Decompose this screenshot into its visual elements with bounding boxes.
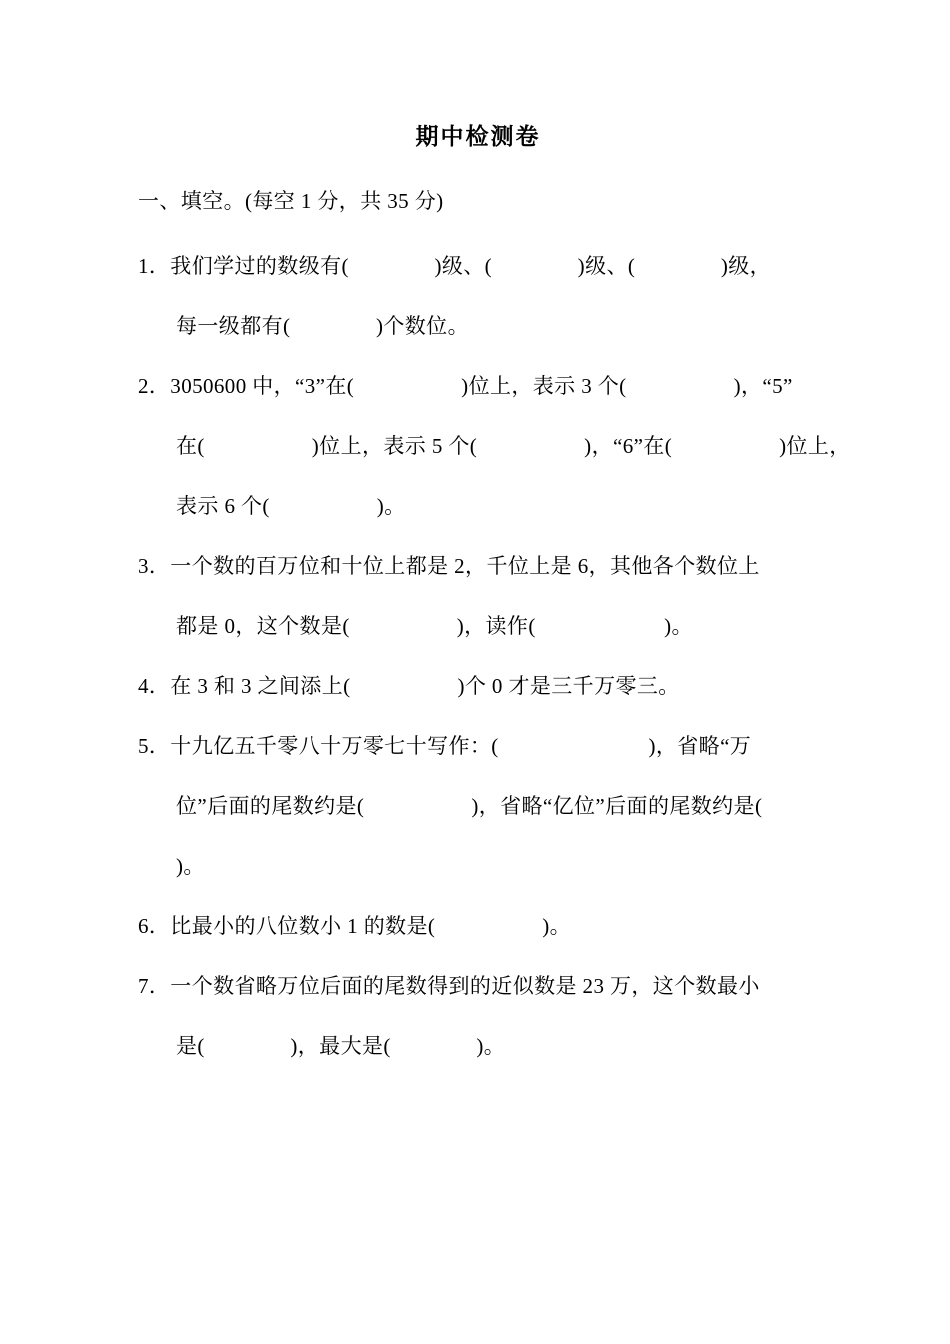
question-2-line-2: 在( )位上，表示 5 个( )，“6”在( )位上，: [176, 433, 851, 458]
question-3: [138, 549, 818, 643]
question-7-line-2: 是( )，最大是( )。: [176, 1033, 506, 1058]
question-5-line-1: 5．十九亿五千零八十万零七十写作：( )，省略“万: [138, 733, 752, 758]
question-1-line-2: 每一级都有( )个数位。: [176, 313, 469, 338]
page-title: 期中检测卷: [415, 123, 541, 150]
question-6-line-1: 6．比最小的八位数小 1 的数是( )。: [138, 913, 572, 938]
question-1-line-1: 1．我们学过的数级有( )级、( )级、( )级，: [138, 253, 772, 278]
question-2-line-3: 表示 6 个( )。: [176, 493, 406, 518]
section-heading-fill-in-blanks: 一、填空。(每空 1 分，共 35 分): [138, 189, 444, 213]
question-7-line-1: 7．一个数省略万位后面的尾数得到的近似数是 23 万，这个数最小: [138, 973, 760, 998]
question-1: [138, 249, 818, 343]
question-4: [138, 669, 818, 703]
question-5-line-3: )。: [176, 853, 205, 878]
question-5-line-2: 位”后面的尾数约是( )，省略“亿位”后面的尾数约是(: [176, 793, 763, 818]
question-4-line-1: 4．在 3 和 3 之间添上( )个 0 才是三千万零三。: [138, 673, 680, 698]
question-6: [138, 909, 818, 943]
question-5: [138, 729, 818, 883]
question-2: [138, 369, 851, 523]
question-7: [138, 969, 818, 1063]
question-2-line-1: 2．3050600 中，“3”在( )位上，表示 3 个( )，“5”: [138, 373, 793, 398]
question-3-line-2: 都是 0，这个数是( )，读作( )。: [176, 613, 693, 638]
question-3-line-1: 3．一个数的百万位和十位上都是 2，千位上是 6，其他各个数位上: [138, 553, 760, 578]
